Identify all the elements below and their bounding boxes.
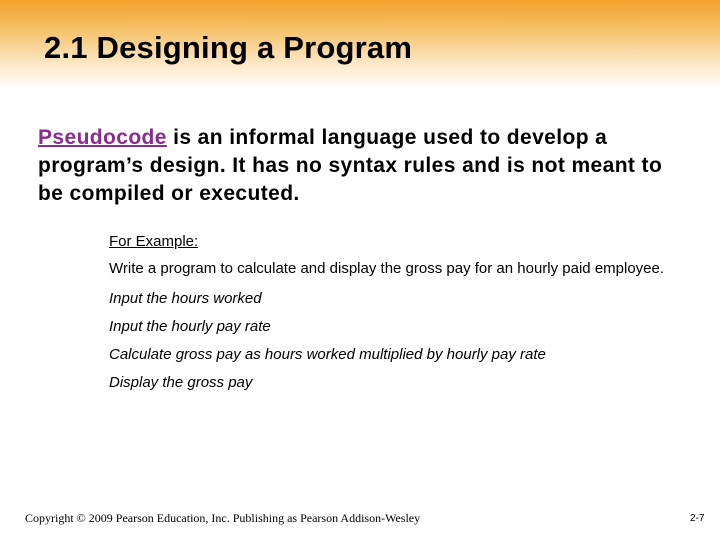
page-number: 2-7	[690, 513, 705, 524]
intro-text: is an informal language used to develop a program’s design. It has no syntax rules and is not meant to be compiled or executed.	[38, 126, 663, 205]
pseudocode-term: Pseudocode	[38, 126, 167, 149]
copyright-footer: Copyright © 2009 Pearson Education, Inc. Publishing as Pearson Addison-Wesley	[25, 511, 421, 525]
example-label: For Example:	[109, 233, 199, 250]
example-block	[109, 232, 689, 401]
pseudocode-step: Calculate gross pay as hours worked multiplied by hourly pay rate	[109, 346, 546, 363]
example-description: Write a program to calculate and display the gross pay for an hourly paid employee.	[109, 260, 665, 277]
slide-title: 2.1 Designing a Program	[44, 30, 413, 65]
pseudocode-step: Display the gross pay	[109, 374, 253, 391]
pseudocode-step: Input the hourly pay rate	[109, 318, 271, 335]
pseudocode-step: Input the hours worked	[109, 290, 262, 307]
intro-paragraph	[38, 124, 688, 208]
